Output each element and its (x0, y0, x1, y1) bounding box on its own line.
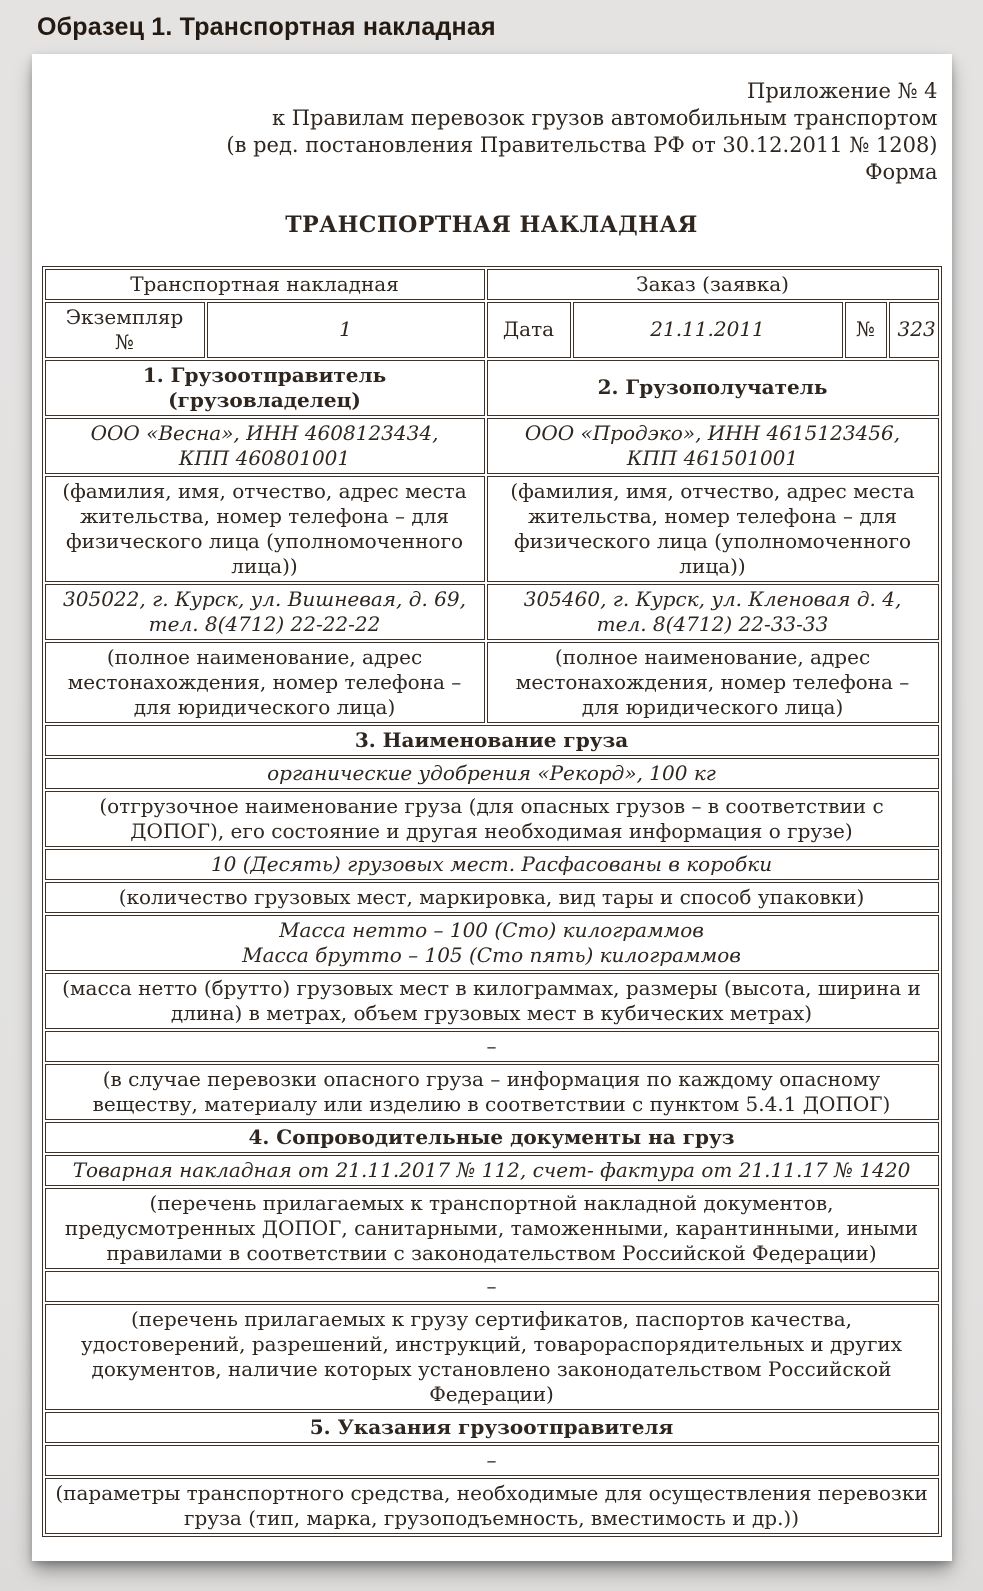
consignee-section-header: 2. Грузополучатель (487, 360, 939, 416)
copy-label-cell: Экземпляр № (45, 302, 205, 358)
documents-hint-1: (перечень прилагаемых к транспортной накладной документов, предусмотренных ДОПОГ, санитарными, таможенными, карантинными, иными правилами в соответствии с законодательством Российской Федерации) (45, 1188, 939, 1269)
documents-value-cell: Товарная накладная от 21.11.2017 № 112, счет- фактура от 21.11.17 № 1420 (45, 1155, 939, 1186)
consignee-entity-hint: (полное наименование, адрес местонахождения, номер телефона – для юридического лица) (487, 642, 939, 723)
documents-hint-2: (перечень прилагаемых к грузу сертификатов, паспортов качества, удостоверений, разрешений, инструкций, товарораспорядительных и других документов, наличие которых установлено законодательством Российской Федерации) (45, 1304, 939, 1410)
preamble-line-2: к Правилам перевозок грузов автомобильным транспортом (271, 105, 938, 130)
table-row (45, 1271, 939, 1302)
header-left-title: Транспортная накладная (45, 269, 485, 300)
header-right-title: Заказ (заявка) (487, 269, 939, 300)
table-row (45, 476, 939, 582)
table-row (45, 915, 939, 971)
table-row (45, 1031, 939, 1062)
consignee-person-hint: (фамилия, имя, отчество, адрес места жительства, номер телефона – для физического лица (уполномоченного лица)) (487, 476, 939, 582)
date-label-cell: Дата (487, 302, 571, 358)
table-row (45, 642, 939, 723)
consignor-name-line2: КПП 460801001 (178, 445, 351, 470)
instructions-hint: (параметры транспортного средства, необходимые для осуществления перевозки груза (тип, марка, грузоподъемность, вместимость и др.)) (45, 1478, 939, 1534)
preamble-line-4: Форма (865, 159, 938, 184)
cargo-weight-cell (45, 915, 939, 971)
consignor-name-cell (45, 418, 485, 474)
consignor-address-cell (45, 584, 485, 640)
consignee-name-line2: КПП 461501001 (626, 445, 799, 470)
waybill-table (42, 266, 942, 1537)
table-row (45, 1188, 939, 1269)
consignor-section-header: 1. Грузоотправитель (грузовладелец) (45, 360, 485, 416)
table-row (45, 360, 939, 416)
form-title: ТРАНСПОРТНАЯ НАКЛАДНАЯ (285, 211, 698, 238)
consignor-person-hint: (фамилия, имя, отчество, адрес места жительства, номер телефона – для физического лица (уполномоченного лица)) (45, 476, 485, 582)
consignor-entity-hint: (полное наименование, адрес местонахождения, номер телефона – для юридического лица) (45, 642, 485, 723)
table-row (45, 1412, 939, 1443)
table-row (45, 1122, 939, 1153)
consignee-address-line1: 305460, г. Курск, ул. Кленовая д. 4, (523, 586, 902, 611)
table-row (45, 1304, 939, 1410)
table-row (45, 1478, 939, 1534)
dangerous-goods-hint: (в случае перевозки опасного груза – информация по каждому опасному веществу, материалу или изделию в соответствии с пунктом 5.4.1 ДОПОГ) (45, 1064, 939, 1120)
table-row (45, 725, 939, 756)
instructions-value-cell: – (45, 1445, 939, 1476)
date-value-cell: 21.11.2011 (573, 302, 843, 358)
consignee-address-cell (487, 584, 939, 640)
dangerous-goods-value-cell: – (45, 1031, 939, 1062)
cargo-name-hint: (отгрузочное наименование груза (для опасных грузов – в соответствии с ДОПОГ), его состояние и другая необходимая информация о грузе) (45, 791, 939, 847)
table-row (45, 973, 939, 1029)
preamble-line-1: Приложение № 4 (747, 79, 938, 103)
cargo-places-cell: 10 (Десять) грузовых мест. Расфасованы в коробки (45, 849, 939, 880)
table-row (45, 418, 939, 474)
page-title: Образец 1. Транспортная накладная (37, 13, 496, 41)
table-row (45, 584, 939, 640)
consignor-name-line1: ООО «Весна», ИНН 4608123434, (90, 420, 439, 445)
cargo-places-hint: (количество грузовых мест, маркировка, вид тары и способ упаковки) (45, 882, 939, 913)
document-paper (32, 54, 952, 1561)
cargo-section-header: 3. Наименование груза (45, 725, 939, 756)
documents-section-header: 4. Сопроводительные документы на груз (45, 1122, 939, 1153)
certificates-value-cell: – (45, 1271, 939, 1302)
number-value-cell: 323 (889, 302, 939, 358)
cargo-weight-line2: Масса брутто – 105 (Сто пять) килограммов (242, 942, 741, 967)
table-row (45, 882, 939, 913)
consignor-address-line2: тел. 8(4712) 22-22-22 (148, 611, 381, 636)
table-row (45, 1064, 939, 1120)
document-preamble (42, 78, 942, 186)
table-row (45, 302, 939, 358)
table-row (45, 849, 939, 880)
cargo-weight-line1: Масса нетто – 100 (Сто) килограммов (279, 917, 704, 942)
consignee-name-line1: ООО «Продэко», ИНН 4615123456, (524, 420, 901, 445)
preamble-line-3: (в ред. постановления Правительства РФ от 30.12.2011 № 1208) (226, 132, 938, 157)
copy-value-cell: 1 (207, 302, 485, 358)
consignor-address-line1: 305022, г. Курск, ул. Вишневая, д. 69, (63, 586, 466, 611)
instructions-section-header: 5. Указания грузоотправителя (45, 1412, 939, 1443)
cargo-weight-hint: (масса нетто (брутто) грузовых мест в килограммах, размеры (высота, ширина и длина) в метрах, объем грузовых мест в кубических метрах) (45, 973, 939, 1029)
table-row (45, 791, 939, 847)
consignee-address-line2: тел. 8(4712) 22-33-33 (596, 611, 829, 636)
table-row (45, 1155, 939, 1186)
number-label-cell: № (845, 302, 887, 358)
cargo-name-cell: органические удобрения «Рекорд», 100 кг (45, 758, 939, 789)
table-row (45, 269, 939, 300)
table-row (45, 1445, 939, 1476)
table-row (45, 758, 939, 789)
consignee-name-cell (487, 418, 939, 474)
